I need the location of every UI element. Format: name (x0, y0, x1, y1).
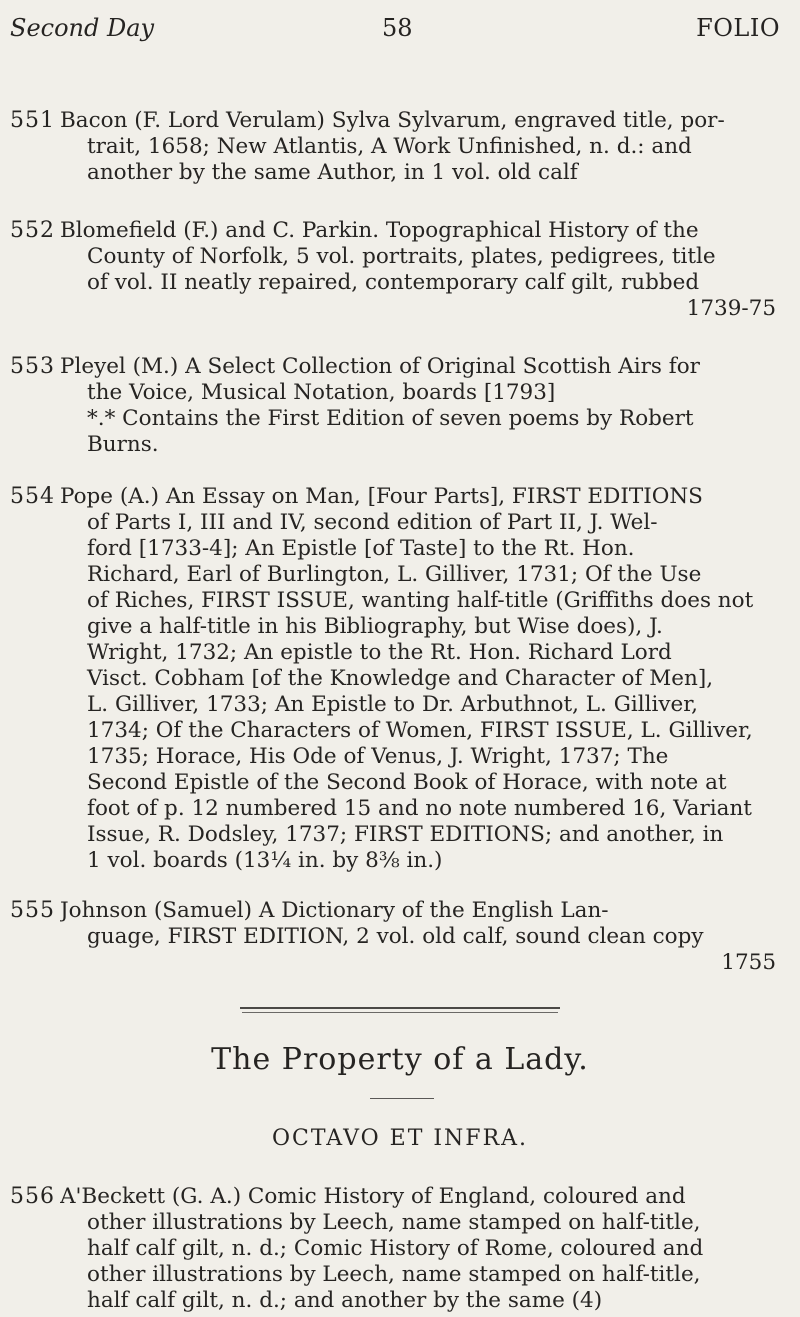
lot-line: Issue, R. Dodsley, 1737; FIRST EDITIONS; and another, in (87, 822, 724, 847)
lot-number: 553 (10, 354, 55, 379)
lot-line: Second Epistle of the Second Book of Horace, with note at (87, 770, 727, 795)
lot-line: half calf gilt, n. d.; Comic History of Rome, coloured and (87, 1236, 704, 1261)
lot-line: Visct. Cobham [of the Knowledge and Character of Men], (87, 666, 714, 691)
lot-description (60, 354, 778, 458)
lot-number: 552 (10, 218, 55, 243)
lot-line: A'Beckett (G. A.) Comic History of England, coloured and (60, 1184, 686, 1209)
running-head (10, 14, 780, 54)
lot-line: Wright, 1732; An epistle to the Rt. Hon. Richard Lord (87, 640, 672, 665)
property-heading: The Property of a Lady. (211, 1042, 589, 1077)
lot-description (60, 898, 778, 976)
lot-line: other illustrations by Leech, name stamped on half-title, (87, 1262, 701, 1287)
lot-line: Richard, Earl of Burlington, L. Gilliver, 1731; Of the Use (87, 562, 702, 587)
lot-line: of Riches, FIRST ISSUE, wanting half-title (Griffiths does not (87, 588, 754, 613)
lot-number: 554 (10, 484, 55, 509)
lot-line: the Voice, Musical Notation, boards [1793] (87, 380, 556, 405)
lot-line: 1 vol. boards (13¼ in. by 8⅜ in.) (87, 848, 443, 873)
lot-line: of Parts I, III and IV, second edition of Part II, J. Wel- (87, 510, 658, 535)
format-label: FOLIO (696, 14, 780, 42)
lot-line: Bacon (F. Lord Verulam) Sylva Sylvarum, engraved title, por- (60, 108, 725, 133)
lot-line: half calf gilt, n. d.; and another by the same (4) (87, 1288, 603, 1313)
lot-note: *.* Contains the First Edition of seven poems by Robert (87, 406, 694, 431)
lot-line: guage, FIRST EDITION, 2 vol. old calf, sound clean copy (87, 924, 704, 949)
lot-line: another by the same Author, in 1 vol. old calf (87, 160, 578, 185)
lot-description (60, 108, 778, 186)
lot-note: Burns. (87, 432, 159, 457)
lot-line: give a half-title in his Bibliography, but Wise does), J. (87, 614, 663, 639)
lot-number: 555 (10, 898, 55, 923)
lot-line: 1735; Horace, His Ode of Venus, J. Wright, 1737; The (87, 744, 669, 769)
lot-line: Johnson (Samuel) A Dictionary of the English Lan- (60, 898, 609, 923)
section-title: OCTAVO ET INFRA. (271, 1126, 529, 1151)
lot-line: County of Norfolk, 5 vol. portraits, plates, pedigrees, title (87, 244, 716, 269)
lot-description (60, 1184, 778, 1314)
lot-line: trait, 1658; New Atlantis, A Work Unfinished, n. d.: and (87, 134, 692, 159)
lot-number: 551 (10, 108, 55, 133)
section-rule (240, 1007, 560, 1009)
lot-line: Pope (A.) An Essay on Man, [Four Parts], FIRST EDITIONS (60, 484, 703, 509)
lot-line: L. Gilliver, 1733; An Epistle to Dr. Arbuthnot, L. Gilliver, (87, 692, 699, 717)
page-number: 58 (382, 14, 413, 42)
lot-date: 1755 (721, 950, 776, 975)
lot-line: Pleyel (M.) A Select Collection of Original Scottish Airs for (60, 354, 700, 379)
lot-description (60, 218, 778, 322)
lot-number: 556 (10, 1184, 55, 1209)
lot-line: foot of p. 12 numbered 15 and no note numbered 16, Variant (87, 796, 752, 821)
section-rule-thin (242, 1012, 558, 1013)
lot-description (60, 484, 778, 874)
lot-line: other illustrations by Leech, name stamped on half-title, (87, 1210, 701, 1235)
lot-date: 1739-75 (686, 296, 776, 321)
lot-line: ford [1733-4]; An Epistle [of Taste] to the Rt. Hon. (87, 536, 635, 561)
heading-rule (370, 1098, 434, 1099)
lot-line: 1734; Of the Characters of Women, FIRST ISSUE, L. Gilliver, (87, 718, 753, 743)
lot-line: Blomefield (F.) and C. Parkin. Topographical History of the (60, 218, 699, 243)
lot-line: of vol. II neatly repaired, contemporary calf gilt, rubbed (87, 270, 700, 295)
day-label: Second Day (10, 14, 155, 42)
